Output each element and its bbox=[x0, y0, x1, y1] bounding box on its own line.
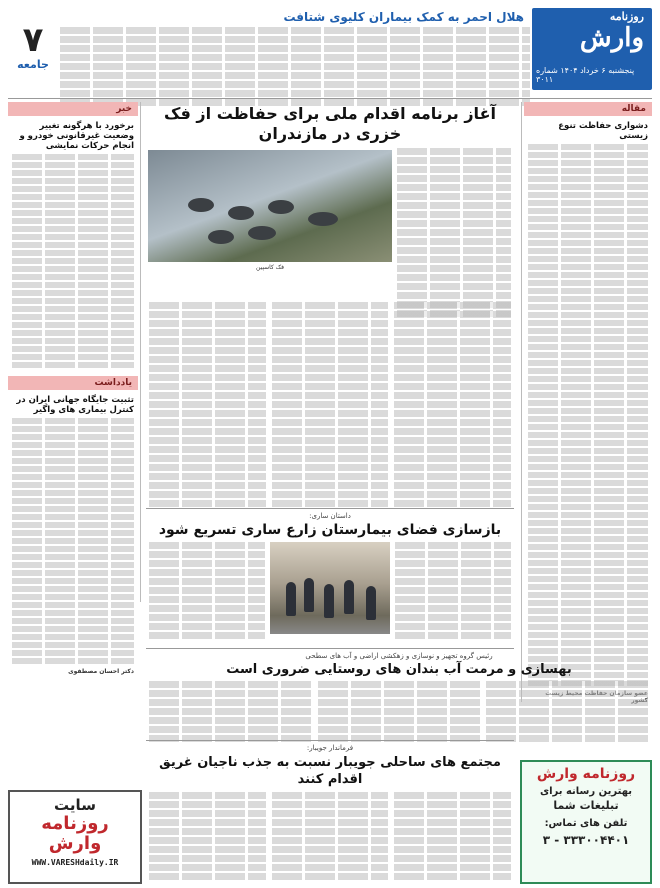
site-ad bbox=[8, 790, 142, 884]
brand-logo bbox=[579, 10, 644, 53]
hospital-story-title: بازسازی فضای بیمارستان زارع ساری تسریع شود bbox=[158, 522, 502, 538]
site-ad-line1: سایت bbox=[54, 796, 96, 814]
person-figure bbox=[366, 586, 376, 620]
seal-figure bbox=[208, 230, 234, 244]
beach-story bbox=[146, 744, 514, 880]
seal-photo-caption: فک کاسپین bbox=[255, 264, 285, 271]
person-figure bbox=[304, 578, 314, 612]
phone-ad-line1: بهترین رسانه برای bbox=[539, 786, 633, 797]
date-line: پنجشنبه ۶ خرداد ۱۴۰۴ شماره ۳۰۱۱ bbox=[536, 66, 635, 84]
seal-figure bbox=[228, 206, 254, 220]
person-figure bbox=[286, 582, 296, 616]
seal-figure bbox=[308, 212, 338, 226]
page-number-box bbox=[10, 22, 56, 76]
person-figure bbox=[344, 580, 354, 614]
site-ad-url[interactable]: WWW.VARESHdaily.IR bbox=[31, 858, 119, 867]
opinion-section-header: مقاله bbox=[524, 102, 652, 116]
phone-ad-brand: روزنامه وارش bbox=[536, 766, 636, 782]
officials-photo bbox=[270, 542, 390, 634]
seal-photo bbox=[148, 150, 392, 262]
top-story-title: هلال احمر به کمک بیماران کلیوی شتافت bbox=[283, 10, 524, 24]
seal-figure bbox=[248, 226, 276, 240]
brand-sub: روزنامه bbox=[609, 10, 644, 23]
note-title: تثبیت جایگاه جهانی ایران در کنترل بیماری های واگیر bbox=[16, 395, 134, 415]
page-section: جامعه bbox=[17, 58, 49, 71]
page-number: ۷ bbox=[22, 20, 44, 60]
news-section-header: خبر bbox=[8, 102, 138, 116]
brand-name: وارش bbox=[579, 23, 644, 53]
hospital-story bbox=[146, 512, 514, 632]
person-figure bbox=[324, 584, 334, 618]
beach-story-title: مجتمع های ساحلی جویبار نسبت به جذب ناجیان غریق اقدام کنند bbox=[159, 755, 501, 787]
masthead bbox=[532, 8, 652, 90]
opinion-body bbox=[524, 144, 652, 686]
opinion-title: دشواری حفاظت تنوع زیستی bbox=[558, 121, 648, 141]
beach-story-kicker: فرماندار جویبار: bbox=[306, 744, 354, 752]
news-body bbox=[8, 154, 138, 368]
roads-story-title: بهسازی و مرمت آب بندان های روستایی ضروری است bbox=[226, 662, 572, 677]
site-ad-line3: وارش bbox=[48, 833, 102, 854]
phone-ad bbox=[520, 760, 652, 884]
phone-ad-label: تلفن های تماس: bbox=[544, 818, 628, 829]
opinion-column bbox=[524, 102, 652, 700]
lead-story-body bbox=[146, 302, 514, 502]
note-section-header: یادداشت bbox=[8, 376, 138, 390]
hospital-story-kicker: داستان ساری: bbox=[309, 512, 351, 520]
left-column bbox=[8, 102, 138, 675]
note-body bbox=[8, 418, 138, 664]
lead-story bbox=[146, 104, 514, 298]
seal-figure bbox=[188, 198, 214, 212]
site-ad-line2: روزنامه bbox=[41, 813, 109, 834]
top-story bbox=[60, 8, 530, 96]
phone-ad-line2: تبلیغات شما bbox=[553, 799, 619, 812]
lead-story-title: آغاز برنامه اقدام ملی برای حفاظت از فک خزری در مازندران bbox=[164, 104, 496, 143]
news-title: برخورد با هرگونه تغییر وضعیت غیرقانونی خودرو و انجام حرکات نمایشی bbox=[19, 121, 134, 151]
note-author: دکتر احسان مصطفوی bbox=[68, 668, 134, 675]
roads-story-kicker: رئیس گروه تجهیز و نوسازی و زهکشی اراضی و آب های سطحی bbox=[305, 652, 493, 660]
seal-figure bbox=[268, 200, 294, 214]
phone-ad-number: ۳۳۳۰۰۴۴۰۱ - ۳ bbox=[542, 833, 630, 847]
roads-story bbox=[146, 652, 652, 738]
